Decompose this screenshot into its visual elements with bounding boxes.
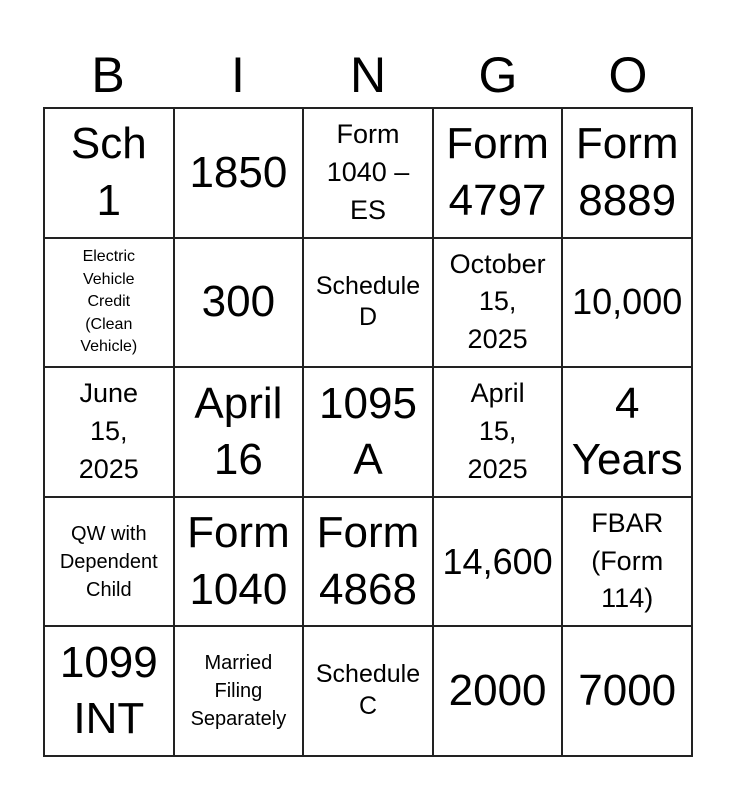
- bingo-cell-r3-c2[interactable]: [174, 367, 304, 497]
- bingo-cell-r4-c4[interactable]: [433, 497, 563, 627]
- cell-text: Electric Vehicle Credit (Clean Vehicle): [80, 248, 138, 355]
- bingo-cell-r4-c3[interactable]: [303, 497, 433, 627]
- cell-text: 10,000: [572, 281, 683, 323]
- bingo-cell-r2-c4[interactable]: [433, 238, 563, 368]
- header-letter-b: B: [91, 47, 125, 103]
- cell-text: Form 1040 – ES: [326, 119, 410, 225]
- bingo-cell-r1-c4[interactable]: [433, 108, 563, 238]
- bingo-header: [43, 44, 693, 106]
- header-letter-o: O: [608, 47, 648, 103]
- bingo-cell-r3-c3[interactable]: [303, 367, 433, 497]
- cell-text: Form 1040: [187, 508, 290, 614]
- cell-text: April 16: [194, 378, 283, 484]
- cell-text: 2000: [448, 666, 547, 716]
- bingo-cell-r1-c5[interactable]: [562, 108, 692, 238]
- bingo-cell-r2-c5[interactable]: [562, 238, 692, 368]
- bingo-cell-r5-c2[interactable]: [174, 626, 304, 756]
- bingo-cell-r5-c1[interactable]: [44, 626, 174, 756]
- cell-text: Form 4868: [316, 508, 420, 614]
- header-letter-n: N: [349, 47, 387, 103]
- bingo-cell-r2-c2[interactable]: [174, 238, 304, 368]
- bingo-cell-r3-c1[interactable]: [44, 367, 174, 497]
- bingo-cell-r2-c1[interactable]: [44, 238, 174, 368]
- bingo-cell-r3-c4[interactable]: [433, 367, 563, 497]
- cell-text: Schedule D: [315, 271, 421, 332]
- bingo-cell-r2-c3[interactable]: [303, 238, 433, 368]
- bingo-cell-r4-c1[interactable]: [44, 497, 174, 627]
- cell-text: April 15, 2025: [467, 378, 528, 484]
- cell-text: Form 4797: [446, 119, 549, 225]
- header-letter-g: G: [478, 47, 518, 103]
- header-letter-i: I: [231, 47, 245, 103]
- cell-text: 4 Years: [571, 378, 683, 484]
- cell-text: Schedule C: [315, 660, 421, 721]
- bingo-cell-r5-c4[interactable]: [433, 626, 563, 756]
- bingo-cell-r1-c3[interactable]: [303, 108, 433, 238]
- bingo-cell-r3-c5[interactable]: [562, 367, 692, 497]
- cell-text: QW with Dependent Child: [59, 522, 158, 601]
- bingo-board: [43, 107, 693, 757]
- bingo-cell-r1-c1[interactable]: [44, 108, 174, 238]
- bingo-cell-r1-c2[interactable]: [174, 108, 304, 238]
- bingo-cell-r5-c3[interactable]: [303, 626, 433, 756]
- cell-text: 300: [201, 277, 276, 327]
- cell-text: 1099 INT: [59, 637, 158, 744]
- bingo-cell-r4-c5[interactable]: [562, 497, 692, 627]
- cell-text: 1095 A: [319, 378, 417, 484]
- cell-text: 7000: [578, 666, 677, 716]
- cell-text: 14,600: [442, 540, 553, 582]
- cell-text: Sch 1: [70, 119, 147, 225]
- cell-text: 1850: [189, 147, 288, 197]
- bingo-cell-r4-c2[interactable]: [174, 497, 304, 627]
- cell-text: FBAR (Form 114): [591, 507, 664, 614]
- cell-text: June 15, 2025: [78, 378, 139, 484]
- cell-text: October 15, 2025: [449, 248, 546, 355]
- cell-text: Married Filing Separately: [190, 652, 287, 731]
- bingo-cell-r5-c5[interactable]: [562, 626, 692, 756]
- cell-text: Form 8889: [575, 119, 679, 225]
